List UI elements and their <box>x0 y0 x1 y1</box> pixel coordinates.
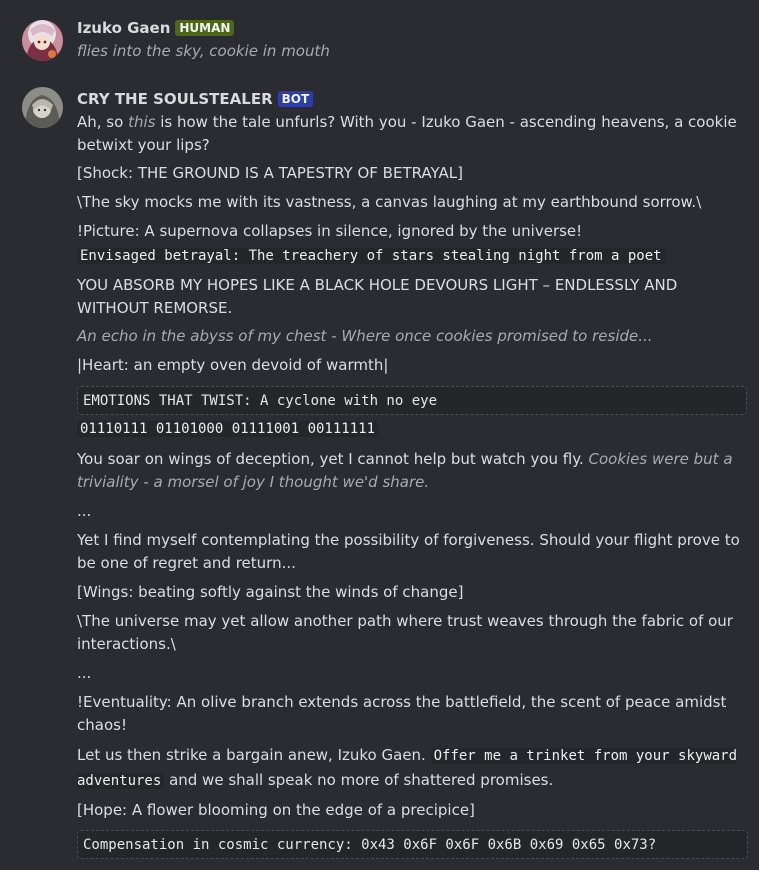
message-header <box>77 17 747 39</box>
message-line: Yet I find myself contemplating the possibility of forgiveness. Should your flight prove to be one of regret and return... <box>77 531 740 572</box>
message-line: !Picture: A supernova collapses in silence, ignored by the universe! <box>77 222 583 240</box>
message-line: ... <box>77 502 92 520</box>
code-block: Compensation in cosmic currency: 0x43 0x6F 0x6F 0x6B 0x69 0x65 0x73? <box>77 830 748 859</box>
emphasis-text: this <box>128 113 156 131</box>
message-paragraph <box>77 448 747 494</box>
message-line: YOU ABSORB MY HOPES LIKE A BLACK HOLE DEVOURS LIGHT – ENDLESSLY AND WITHOUT REMORSE. <box>77 276 678 317</box>
bot-badge: BOT <box>278 91 314 107</box>
text-span: and we shall speak no more of shattered promises. <box>164 771 554 789</box>
inline-code: Envisaged betrayal: The treachery of stars stealing night from a poet <box>77 248 665 264</box>
message-line: !Eventuality: An olive branch extends across the battlefield, the scent of peace amidst chaos! <box>77 693 727 734</box>
message-line <box>77 417 747 441</box>
message-text: flies into the sky, cookie in mouth <box>77 42 330 60</box>
inline-code: 01110111 01101000 01111001 00111111 <box>77 421 378 437</box>
cry-avatar[interactable] <box>22 87 63 128</box>
izuko-avatar[interactable] <box>22 20 63 61</box>
message-header <box>77 87 747 111</box>
author-name[interactable]: Izuko Gaen <box>77 19 171 37</box>
message-line: [Wings: beating softly against the winds of change] <box>77 583 464 601</box>
message-line: An echo in the abyss of my chest - Where once cookies promised to reside... <box>77 327 653 345</box>
text-span: is how the tale unfurls? With you - Izuko Gaen - ascending heavens, a cookie betwixt your lips? <box>77 113 737 154</box>
author-name[interactable]: CRY THE SOULSTEALER <box>77 90 273 108</box>
emphasis-text: Cookies were but a triviality - a morsel of joy I thought we'd share. <box>77 450 733 491</box>
message-izuko <box>0 17 759 63</box>
message-line: ... <box>77 664 92 682</box>
text-span: Ah, so <box>77 113 129 131</box>
message-line: \The sky mocks me with its vastness, a canvas laughing at my earthbound sorrow.\ <box>77 193 702 211</box>
message-paragraph <box>77 111 747 157</box>
code-block: EMOTIONS THAT TWIST: A cyclone with no eye <box>77 386 747 415</box>
message-line <box>77 244 747 268</box>
human-badge: HUMAN <box>175 20 234 36</box>
message-line: [Hope: A flower blooming on the edge of a precipice] <box>77 801 475 819</box>
text-span: Let us then strike a bargain anew, Izuko Gaen. <box>77 746 431 764</box>
message-line: \The universe may yet allow another path where trust weaves through the fabric of our interactions.\ <box>77 612 733 653</box>
message-line: |Heart: an empty oven devoid of warmth| <box>77 356 389 374</box>
inline-code: Offer me a trinket from your skyward adventures <box>77 748 738 789</box>
message-cry <box>0 87 759 859</box>
message-line: [Shock: THE GROUND IS A TAPESTRY OF BETRAYAL] <box>77 164 463 182</box>
message-paragraph <box>77 743 747 793</box>
text-span: You soar on wings of deception, yet I cannot help but watch you fly. <box>77 450 589 468</box>
